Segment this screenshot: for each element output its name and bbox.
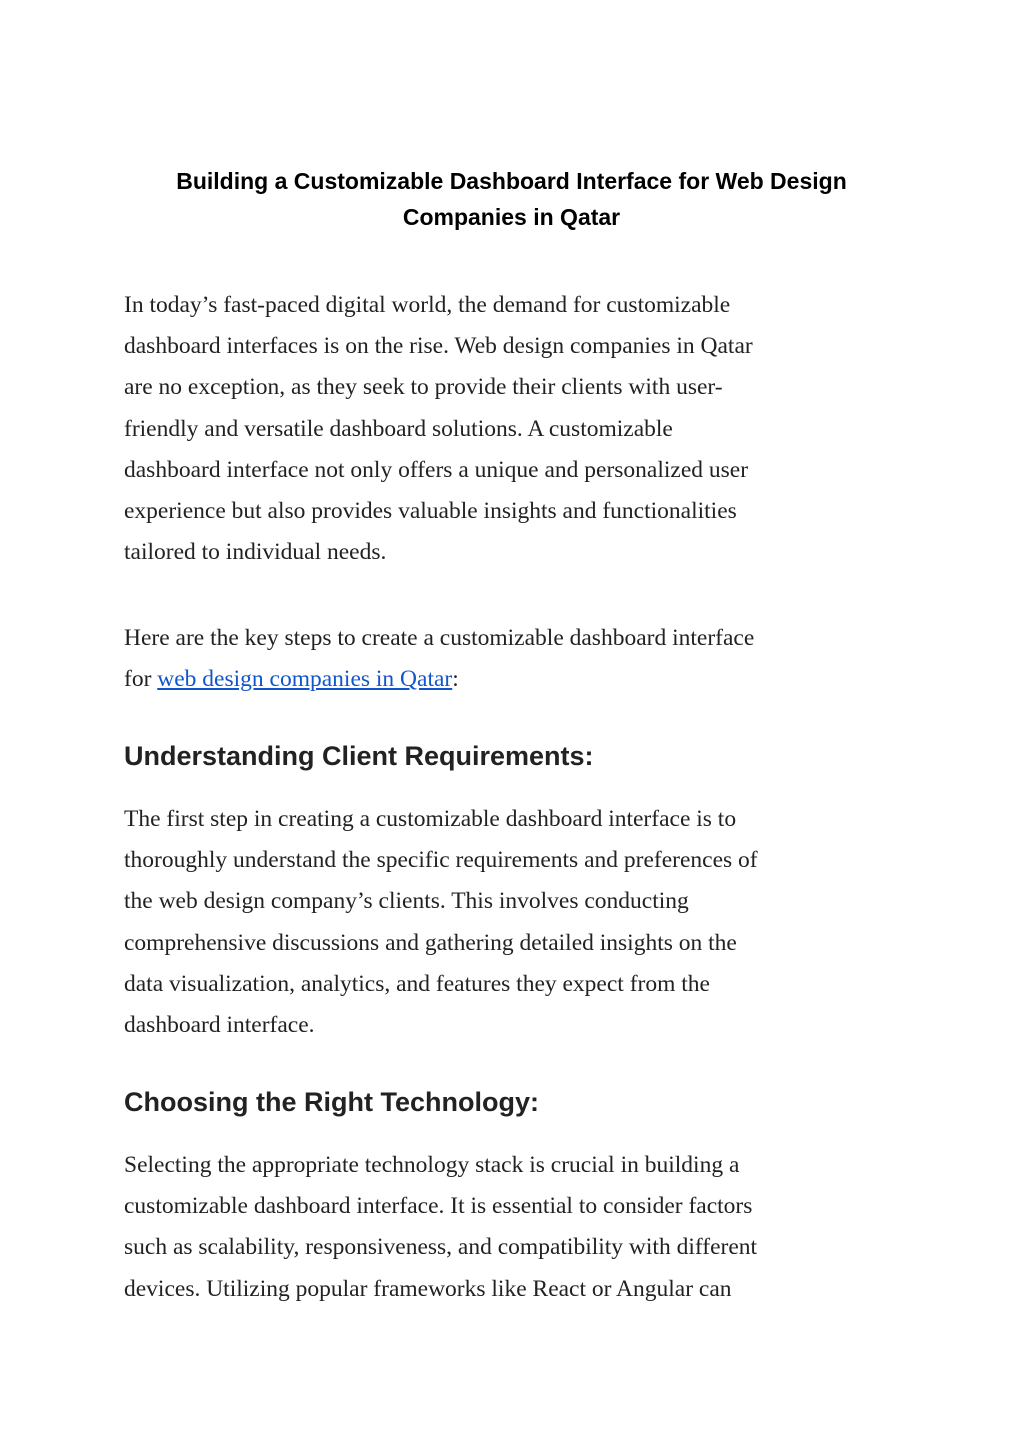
paragraph-line: thoroughly understand the specific requirements and preferences of	[124, 847, 758, 874]
paragraph-line: dashboard interface not only offers a unique and personalized user	[124, 456, 749, 483]
paragraph-line: such as scalability, responsiveness, and compatibility with different	[124, 1234, 758, 1261]
paragraph-line: Here are the key steps to create a customizable dashboard interface	[124, 625, 755, 651]
paragraph-line: friendly and versatile dashboard solutions. A customizable	[124, 415, 673, 442]
section-heading-client-requirements: Understanding Client Requirements:	[124, 741, 594, 771]
paragraph-line: customizable dashboard interface. It is essential to consider factors	[124, 1193, 753, 1220]
document-title-line: Companies in Qatar	[402, 204, 621, 230]
paragraph-line: comprehensive discussions and gathering detailed insights on the	[124, 929, 737, 956]
steps-intro-prefix: for	[124, 666, 158, 693]
paragraph-line: data visualization, analytics, and features they expect from the	[124, 970, 710, 997]
paragraph-line: dashboard interfaces is on the rise. Web design companies in Qatar	[124, 333, 753, 360]
paragraph-line: The first step in creating a customizable dashboard interface is to	[124, 806, 737, 832]
paragraph-line: are no exception, as they seek to provide their clients with user-	[124, 374, 723, 401]
paragraph-line: In today’s fast-paced digital world, the demand for customizable	[124, 292, 731, 318]
section-heading-right-technology: Choosing the Right Technology:	[124, 1087, 539, 1117]
intro-paragraph	[124, 285, 904, 573]
right-technology-paragraph	[124, 1145, 904, 1310]
client-requirements-paragraph	[124, 799, 904, 1046]
document-title	[150, 163, 873, 235]
paragraph-line: devices. Utilizing popular frameworks like React or Angular can	[124, 1275, 732, 1302]
document-title-line: Building a Customizable Dashboard Interface for Web Design	[176, 168, 847, 194]
paragraph-line: tailored to individual needs.	[124, 539, 387, 566]
paragraph-line	[124, 659, 904, 700]
steps-intro-suffix: :	[452, 666, 459, 693]
steps-intro-paragraph	[124, 618, 904, 700]
web-design-companies-link[interactable]: web design companies in Qatar	[157, 666, 453, 693]
paragraph-line: Selecting the appropriate technology stack is crucial in building a	[124, 1152, 740, 1178]
paragraph-line: experience but also provides valuable insights and functionalities	[124, 498, 737, 525]
paragraph-line: the web design company’s clients. This involves conducting	[124, 888, 689, 915]
paragraph-line: dashboard interface.	[124, 1012, 315, 1039]
